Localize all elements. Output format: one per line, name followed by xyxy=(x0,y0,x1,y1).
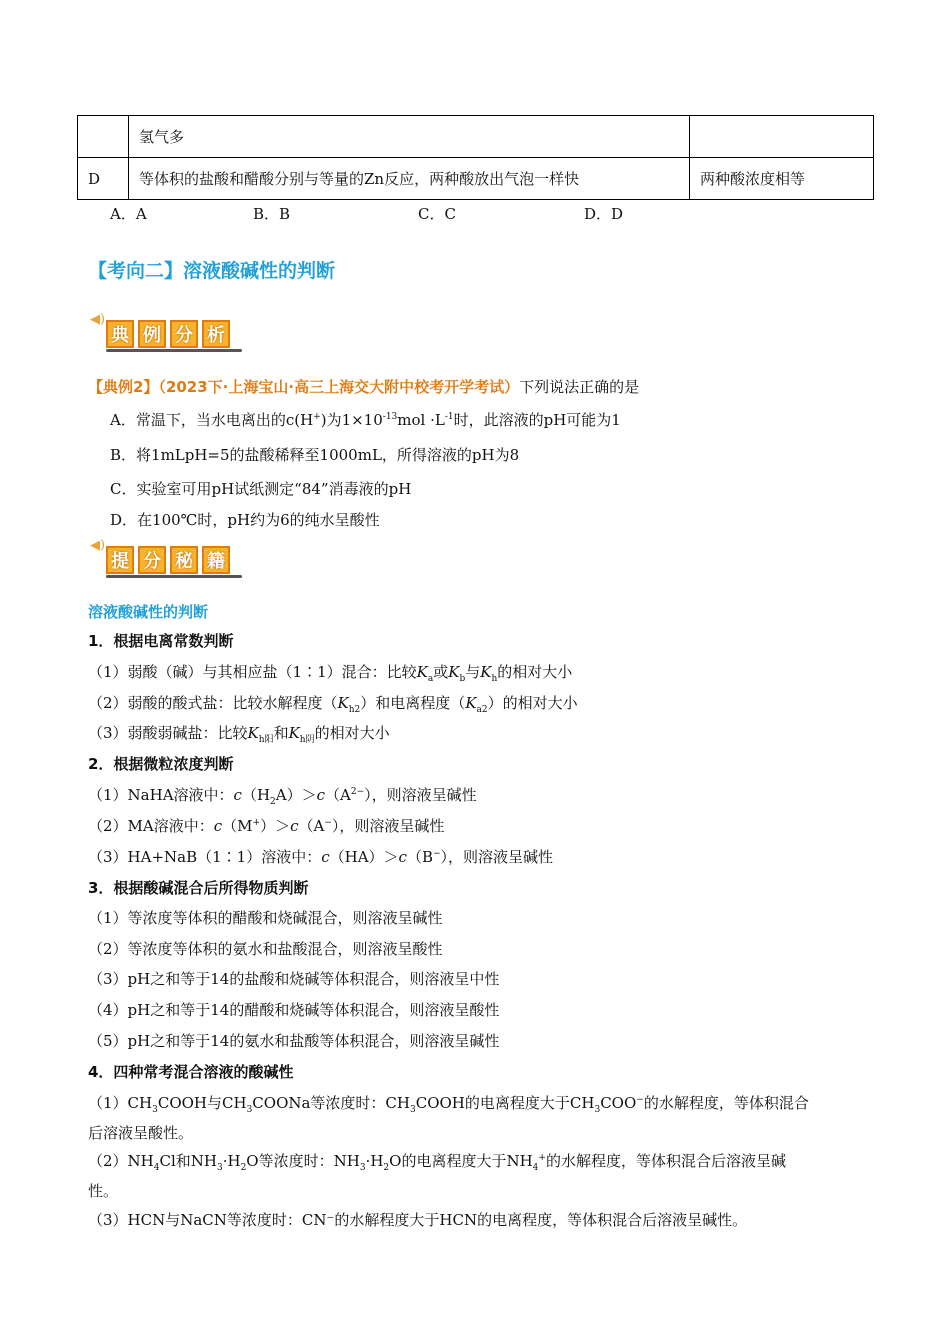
speaker-icon: ◀) xyxy=(90,312,106,327)
tips-item: （3）HCN与NaCN等浓度时：CN⁻的水解程度大于HCN的电离程度，等体积混合后溶液呈碱性。 xyxy=(88,1211,748,1229)
choice-b: B．将1mLpH=5的盐酸稀释至1000mL，所得溶液的pH为8 xyxy=(110,446,520,464)
tips-item: （2）等浓度等体积的氨水和盐酸混合，则溶液呈酸性 xyxy=(88,940,443,958)
tips-item: （2）弱酸的酸式盐：比较水解程度$(K_{h2})$和电离程度$(K_{a2})$的相对大小 xyxy=(88,694,578,715)
table-cell xyxy=(690,116,874,158)
table-cell: D xyxy=(78,158,129,200)
tips-text: （2）MA溶液中： xyxy=(88,817,214,835)
superscript: -13 xyxy=(382,412,398,422)
example-badge xyxy=(90,312,270,358)
superscript: -1 xyxy=(444,412,454,422)
tips-heading: 溶液酸碱性的判断 xyxy=(88,603,209,621)
tips-text: （3）HA+NaB（1∶1）溶液中： xyxy=(88,848,322,866)
tips-item: （5）pH之和等于14的氨水和盐酸等体积混合，则溶液呈碱性 xyxy=(88,1032,500,1050)
tips-item: （4）pH之和等于14的醋酸和烧碱等体积混合，则溶液呈酸性 xyxy=(88,1001,500,1019)
badge-char: 秘 xyxy=(170,546,198,574)
choice-a-text: A．常温下，当水电离出的c(H xyxy=(110,411,314,429)
tips-item: （3）HA+NaB（1∶1）溶液中：c（HA）＞c（B−），则溶液呈碱性 xyxy=(88,848,554,866)
tips-item: （1）NaHA溶液中：$c(H_2A)>c(A^{2-})$，则溶液呈碱性 xyxy=(88,786,477,807)
tips-item: 性。 xyxy=(88,1182,119,1200)
badge-char: 典 xyxy=(106,320,134,348)
tips-section-1: 1．根据电离常数判断 xyxy=(88,632,234,650)
tips-text: （3）弱酸弱碱盐：比较 xyxy=(88,724,248,742)
option-a: A．A xyxy=(110,205,147,223)
tips-section-4: 4．四种常考混合溶液的酸碱性 xyxy=(88,1063,294,1081)
table-cell: 两种酸浓度相等 xyxy=(690,158,874,200)
tips-item: 后溶液呈酸性。 xyxy=(88,1124,194,1142)
example-tag: 【典例2】 xyxy=(88,378,159,396)
badge-char: 析 xyxy=(202,320,230,348)
choice-a-text: 时，此溶液的pH可能为1 xyxy=(453,411,621,429)
table-cell xyxy=(78,116,129,158)
choice-a-text: )为1×10 xyxy=(320,411,383,429)
tips-item: $(1)CH_3COOH$与$CH_3COONa$等浓度时：$CH_3COOH$的电离程度大于$CH_3COO^-$的水解程度，等体积混合 xyxy=(88,1094,809,1115)
badge-char: 例 xyxy=(138,320,166,348)
tips-item: （1）等浓度等体积的醋酸和烧碱混合，则溶液呈碱性 xyxy=(88,909,443,927)
tips-text: （1）NaHA溶液中： xyxy=(88,786,234,804)
tips-text: （1）弱酸（碱）与其相应盐（1∶1）混合：比较 xyxy=(88,663,417,681)
comparison-table xyxy=(77,115,874,200)
tips-badge xyxy=(90,538,270,584)
badge-underline xyxy=(106,349,242,352)
table-cell: 等体积的盐酸和醋酸分别与等量的Zn反应，两种酸放出气泡一样快 xyxy=(129,158,690,200)
badge-char: 分 xyxy=(170,320,198,348)
superscript: + xyxy=(313,412,321,422)
table-cell: 氢气多 xyxy=(129,116,690,158)
table-row xyxy=(78,158,874,200)
badge-char: 提 xyxy=(106,546,134,574)
speaker-icon: ◀) xyxy=(90,538,106,553)
tips-item: （3）pH之和等于14的盐酸和烧碱等体积混合，则溶液呈中性 xyxy=(88,970,500,988)
choice-c: C．实验室可用pH试纸测定“84”消毒液的pH xyxy=(110,480,412,498)
section-title: 【考向二】溶液酸碱性的判断 xyxy=(88,260,336,282)
tips-section-3: 3．根据酸碱混合后所得物质判断 xyxy=(88,879,309,897)
tips-item: （2）MA溶液中：c（M+）＞c（A−），则溶液呈碱性 xyxy=(88,817,445,835)
choice-a-text: mol ·L xyxy=(397,411,445,429)
badge-char: 籍 xyxy=(202,546,230,574)
tips-section-2: 2．根据微粒浓度判断 xyxy=(88,755,234,773)
tips-text: （2）弱酸的酸式盐：比较水解程度（ xyxy=(88,694,338,712)
choice-a xyxy=(110,409,621,430)
badge-char: 分 xyxy=(138,546,166,574)
tips-item: $(2)NH_4Cl$和$NH_3\cdot H_2O$等浓度时：$NH_3\cdot H_2O$的电离程度大于$NH_4^+$的水解程度，等体积混合后溶液呈碱 xyxy=(88,1152,786,1173)
example-heading xyxy=(88,376,639,397)
tips-item: （3）弱酸弱碱盐：比较$K_{h阳}$和$K_{h阴}$的相对大小 xyxy=(88,724,390,745)
example-question: 下列说法正确的是 xyxy=(519,378,640,396)
badge-underline xyxy=(106,575,242,578)
choice-d: D．在100℃时，pH约为6的纯水呈酸性 xyxy=(110,511,380,529)
tips-item: （1）弱酸（碱）与其相应盐（1∶1）混合：比较$K_a$或$K_b$与$K_h$的相对大小 xyxy=(88,663,573,684)
example-source: （2023下·上海宝山·高三上海交大附中校考开学考试） xyxy=(158,378,520,396)
table-row xyxy=(78,116,874,158)
option-b: B．B xyxy=(253,205,291,223)
option-d: D．D xyxy=(584,205,624,223)
option-c: C．C xyxy=(418,205,456,223)
